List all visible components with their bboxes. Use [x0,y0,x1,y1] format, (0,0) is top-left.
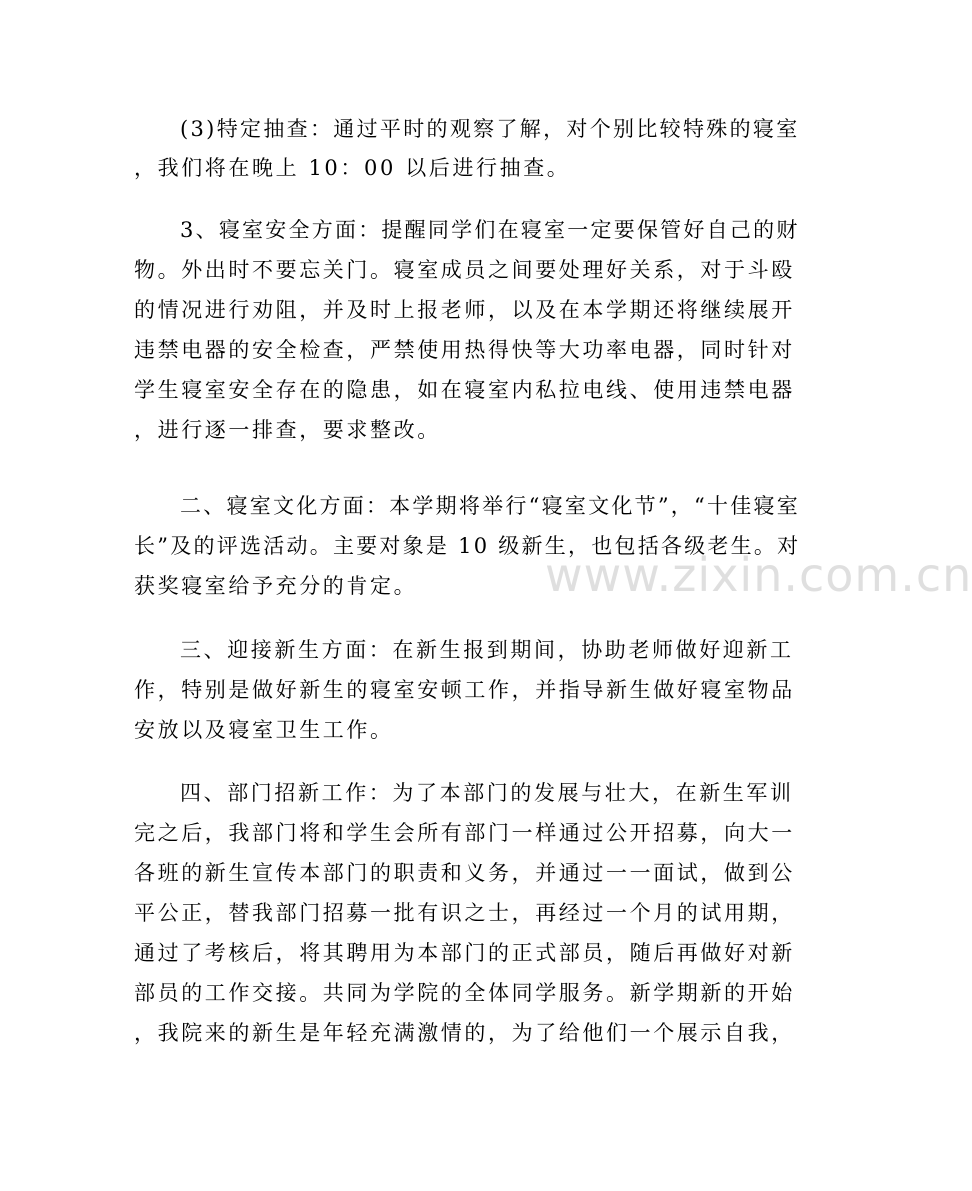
paragraph-line: (3)特定抽查：通过平时的观察了解，对个别比较特殊的寝室 [180,117,800,141]
paragraph-line: 获奖寝室给予充分的肯定。 [134,574,418,598]
paragraph-line: ，进行逐一排查，要求整改。 [134,418,441,442]
paragraph-line: ，我们将在晚上 10：00 以后进行抽查。 [134,156,571,180]
paragraph-line: 长”及的评选活动。主要对象是 10 级新生，也包括各级老生。对 [134,534,801,558]
paragraph-line: 四、部门招新工作：为了本部门的发展与壮大，在新生军训 [180,781,794,805]
paragraph-line: 部员的工作交接。共同为学院的全体同学服务。新学期新的开始 [134,981,795,1005]
paragraph-line: 违禁电器的安全检查，严禁使用热得快等大功率电器，同时针对 [134,338,795,362]
paragraph-line: ，我院来的新生是年轻充满激情的，为了给他们一个展示自我， [134,1021,795,1045]
paragraph-line: 各班的新生宣传本部门的职责和义务，并通过一一面试，做到公 [134,861,795,885]
paragraph-line: 3、寝室安全方面：提醒同学们在寝室一定要保管好自己的财 [180,218,800,242]
paragraph-line: 完之后，我部门将和学生会所有部门一样通过公开招募，向大一 [134,821,795,845]
paragraph-line: 物。外出时不要忘关门。寝室成员之间要处理好关系，对于斗殴 [134,258,795,282]
paragraph-line: 三、迎接新生方面：在新生报到期间，协助老师做好迎新工 [180,638,794,662]
paragraph-line: 通过了考核后，将其聘用为本部门的正式部员，随后再做好对新 [134,941,795,965]
paragraph-line: 平公正，替我部门招募一批有识之士，再经过一个月的试用期， [134,901,795,925]
watermark: www.zixin.com.cn [545,548,972,602]
paragraph-line: 作，特别是做好新生的寝室安顿工作，并指导新生做好寝室物品 [134,678,795,702]
paragraph-line: 的情况进行劝阻，并及时上报老师，以及在本学期还将继续展开 [134,298,795,322]
paragraph-line: 安放以及寝室卫生工作。 [134,718,394,742]
paragraph-line: 二、寝室文化方面：本学期将举行“寝室文化节”，“十佳寝室 [180,494,801,518]
paragraph-line: 学生寝室安全存在的隐患，如在寝室内私拉电线、使用违禁电器 [134,378,795,402]
